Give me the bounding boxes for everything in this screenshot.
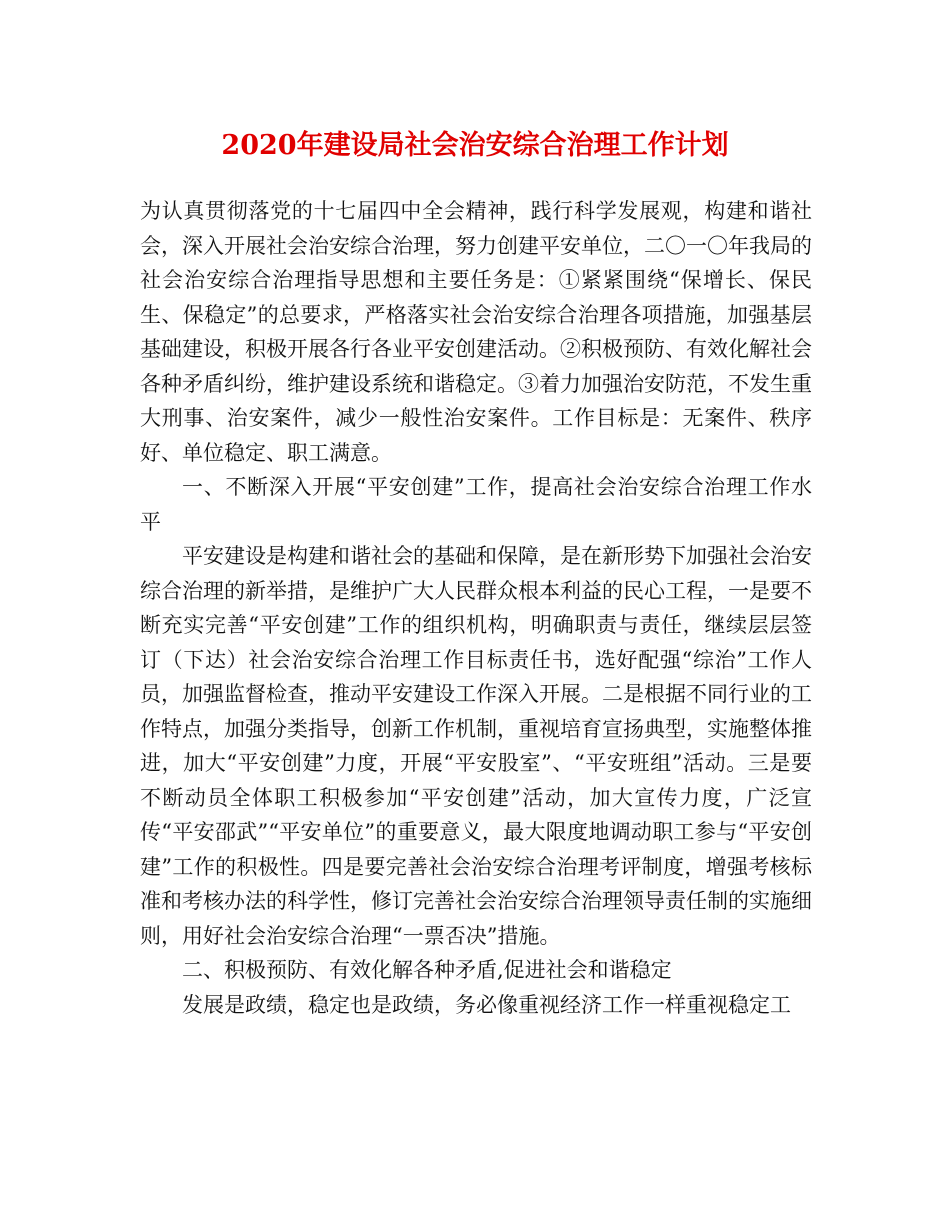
section-heading-2: 二、积极预防、有效化解各种矛盾,促进社会和谐稳定 — [182, 958, 672, 982]
section-2-paragraph: 发展是政绩，稳定也是政绩，务必像重视经济工作一样重视稳定工 — [182, 992, 791, 1017]
document-body — [140, 194, 812, 1022]
section-1-paragraph: 平安建设是构建和谐社会的基础和保障，是在新形势下加强社会治安综合治理的新举措，是维护广大人民群众根本利益的民心工程，一是要不断充实完善“平安创建”工作的组织机构，明确职责与责任，继续层层签订（下达）社会治安综合治理工作目标责任书，选好配强“综治”工作人员，加强监督检查，推动平安建设工作深入开展。二是根据不同行业的工作特点，加强分类指导，创新工作机制，重视培育宣扬典型，实施整体推进，加大“平安创建”力度，开展“平安股室”、“平安班组”活动。三是要不断动员全体职工积极参加“平安创建”活动，加大宣传力度，广泛宣传“平安邵武”“平安单位”的重要意义，最大限度地调动职工参与“平安创建”工作的积极性。四是要完善社会治安综合治理考评制度，增强考核标准和考核办法的科学性，修订完善社会治安综合治理领导责任制的实施细则，用好社会治安综合治理“一票否决”措施。 — [140, 544, 812, 948]
intro-paragraph: 为认真贯彻落党的十七届四中全会精神，践行科学发展观，构建和谐社会，深入开展社会治安综合治理，努力创建平安单位，二〇一〇年我局的社会治安综合治理指导思想和主要任务是：①紧紧围绕“保增长、保民生、保稳定”的总要求，严格落实社会治安综合治理各项措施，加强基层基础建设，积极开展各行各业平安创建活动。②积极预防、有效化解社会各种矛盾纠纷，维护建设系统和谐稳定。③着力加强治安防范，不发生重大刑事、治安案件，减少一般性治安案件。工作目标是：无案件、秩序好、单位稳定、职工满意。 — [140, 199, 812, 465]
section-heading-1: 一、不断深入开展“平安创建”工作，提高社会治安综合治理工作水平 — [140, 475, 812, 534]
document-title: 2020年建设局社会治安综合治理工作计划 — [221, 130, 729, 161]
